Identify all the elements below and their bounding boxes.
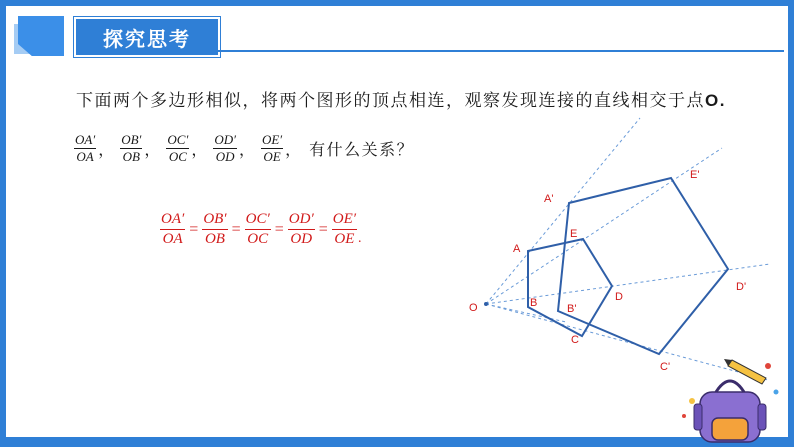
equals-sign: = bbox=[318, 220, 328, 238]
answer-numerator: OD′ bbox=[288, 210, 315, 230]
ratio-separator: ， bbox=[285, 142, 302, 159]
page-title: 探究思考 bbox=[103, 28, 191, 51]
label-e-prime: E' bbox=[690, 169, 700, 181]
ratio-numerator: OE′ bbox=[261, 132, 283, 147]
answer-numerator: OA′ bbox=[160, 210, 185, 230]
ratio-separator: ， bbox=[144, 142, 161, 159]
ratio-denominator: OC bbox=[168, 149, 187, 164]
ratio-denominator: OA bbox=[76, 149, 94, 164]
ratio-denominator: OB bbox=[122, 149, 140, 164]
backpack-icon bbox=[694, 381, 766, 442]
answer-numerator: OC′ bbox=[245, 210, 271, 230]
label-a-prime: A' bbox=[544, 193, 554, 205]
label-c: C bbox=[571, 334, 579, 346]
ratio-separator: ， bbox=[238, 142, 255, 159]
label-d: D bbox=[615, 291, 623, 303]
ratio-separator: ， bbox=[191, 142, 208, 159]
ratio-separator: ， bbox=[98, 142, 115, 159]
label-d-prime: D' bbox=[736, 281, 747, 293]
ratio-denominator: OD bbox=[215, 149, 235, 164]
ratio-denominator: OE bbox=[263, 149, 281, 164]
ratio-numerator: OD′ bbox=[214, 132, 236, 147]
label-b: B bbox=[530, 297, 538, 309]
label-c-prime: C' bbox=[660, 361, 671, 373]
answer-denominator: OE bbox=[334, 231, 355, 247]
answer-numerator: OE′ bbox=[332, 210, 357, 230]
question-ask: 有什么关系？ bbox=[309, 142, 415, 159]
ratio-numerator: OA′ bbox=[75, 132, 96, 147]
ratio-numerator: OB′ bbox=[121, 132, 142, 147]
answer-denominator: OA bbox=[162, 231, 183, 247]
question-point: O bbox=[705, 91, 720, 110]
label-a: A bbox=[513, 243, 521, 255]
answer-denominator: OC bbox=[247, 231, 269, 247]
label-e: E bbox=[570, 228, 578, 240]
label-o: O bbox=[469, 302, 478, 314]
equals-sign: = bbox=[189, 220, 199, 238]
answer-period: . bbox=[358, 231, 362, 246]
equals-sign: = bbox=[231, 220, 241, 238]
equals-sign: = bbox=[274, 220, 284, 238]
answer-denominator: OD bbox=[290, 231, 313, 247]
question-body: 下面两个多边形相似，将两个图形的顶点相连，观察发现连接的直线相交于点 bbox=[76, 91, 705, 110]
question-end: . bbox=[719, 91, 726, 110]
label-b-prime: B' bbox=[567, 303, 577, 315]
ratio-numerator: OC′ bbox=[167, 132, 189, 147]
answer-numerator: OB′ bbox=[202, 210, 227, 230]
answer-denominator: OB bbox=[204, 231, 225, 247]
